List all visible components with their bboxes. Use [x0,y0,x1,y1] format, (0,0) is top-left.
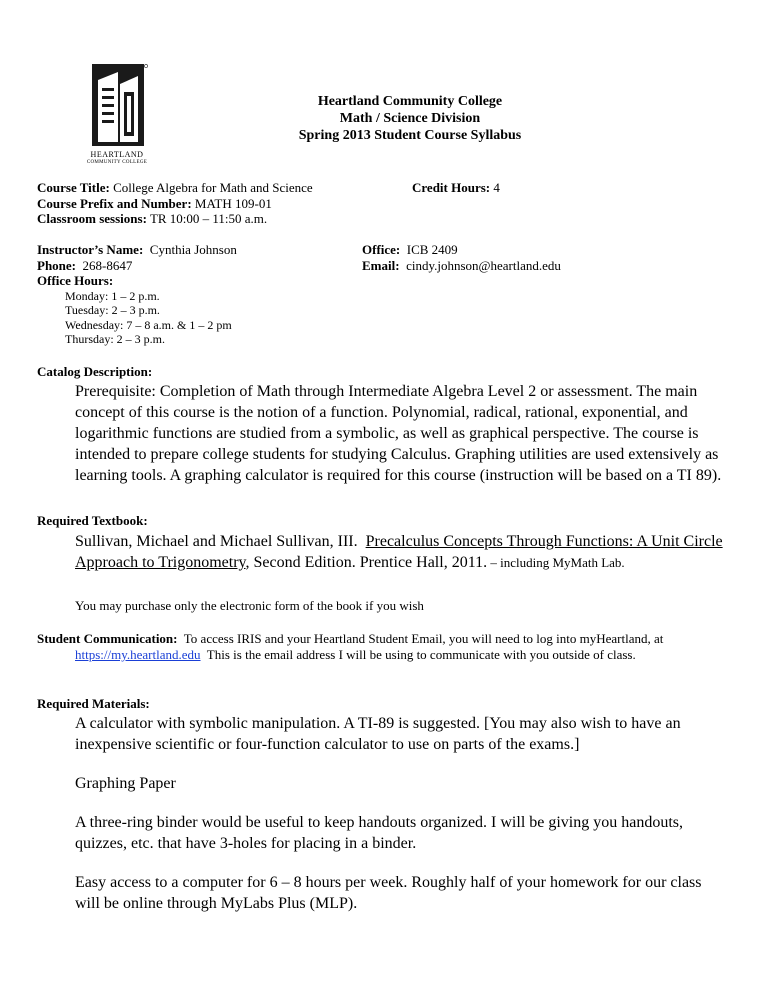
phone-value: 268-8647 [82,257,133,273]
credit-hours [412,180,500,196]
page-title [200,93,620,144]
credit-hours-label: Credit Hours: [412,180,491,195]
materials-list [75,713,730,932]
office-contact: Office: ICB 2409 Email: cindy.johnson@heartland.edu [362,242,561,273]
textbook-note: – including MyMath Lab. [487,555,625,570]
division-name: Math / Science Division [339,111,481,126]
syllabus-title: Spring 2013 Student Course Syllabus [298,128,522,143]
textbook-heading: Required Textbook: [37,513,148,528]
materials-heading: Required Materials: [37,696,150,711]
college-name: Heartland Community College [317,94,503,109]
catalog-description: Prerequisite: Completion of Math through Intermediate Algebra Level 2 or assessment. The main concept of this course is the notion of a function. Polynomial, radical, rational, exponential, and logarithmic functions are studied from a symbolic, as well as graphical perspective. The course is intended to prepare college students for studying Calculus. Graphing utilities are used extensively as learning tools. A graphing calculator is required for this course (instruction will be based on a TI 89). [75,383,722,484]
credit-hours-value: 4 [493,180,500,195]
office-hours-item: Monday: 1 – 2 p.m. [65,288,160,303]
classroom-sessions-label: Classroom sessions: [37,211,147,226]
phone-label: Phone [37,257,72,273]
textbook-electronic-note: You may purchase only the electronic form of the book if you wish [75,598,424,613]
materials-item: Easy access to a computer for 6 – 8 hours per week. Roughly half of your homework for our class will be online through MyLabs Plus (MLP). [75,874,702,912]
instructor-name-value: Cynthia Johnson [149,242,237,257]
office-hours-item: Wednesday: 7 – 8 a.m. & 1 – 2 pm [65,317,232,332]
textbook-title: Precalculus Concepts Through Functions: A Unit Circle Approach to Trigonometry [75,533,723,571]
textbook-citation [75,531,743,573]
communication-heading: Student Communication: [37,631,178,646]
logo-wordmark: HEARTLAND [90,150,144,159]
office-label: Office [362,242,396,257]
course-info [37,180,377,227]
course-title-label: Course Title: [37,180,110,195]
heartland-logo-icon [86,62,148,162]
myheartland-link[interactable]: https://my.heartland.edu [75,647,201,662]
office-hours-label: Office Hours [37,273,109,288]
catalog-heading: Catalog Description: [37,364,153,379]
course-title-value: College Algebra for Math and Science [113,180,313,195]
classroom-sessions-value: TR 10:00 – 11:50 a.m. [149,211,268,226]
course-prefix-label: Course Prefix and Number: [37,195,192,211]
materials-item: Graphing Paper [75,775,176,792]
office-hours-item: Tuesday: 2 – 3 p.m. [65,303,160,317]
office-hours-item: Thursday: 2 – 3 p.m. [65,332,165,346]
student-communication [37,631,717,663]
communication-text-2: This is the email address I will be using to communicate with you outside of class. [206,647,636,662]
textbook-edition: , Second Edition. Prentice Hall, 2011. [245,554,488,571]
logo-subtext: COMMUNITY COLLEGE [86,160,148,165]
office-value: ICB 2409 [406,242,458,257]
instructor-info: Instructor’s Name: Cynthia Johnson Phone: 268-8647 Office Hours: Monday: 1 – 2 p.m. Tuesday: 2 – 3 p.m. Wednesday: 7 – 8 a.m. & 1 – 2 pm Thursday: 2 – 3 p.m. [37,242,357,347]
communication-text-1: To access IRIS and your Heartland Student Email, you will need to log into myHeartland, at [183,631,664,646]
course-prefix-value: MATH 109-01 [194,195,272,211]
email-value: cindy.johnson@heartland.edu [406,257,561,273]
email-label: Email [362,257,396,273]
materials-item: A calculator with symbolic manipulation. A TI-89 is suggested. [You may also wish to have an inexpensive scientific or four-function calculator to use on parts of the exams.] [75,715,681,753]
instructor-name-label: Instructor’s Name [37,242,139,257]
materials-item: A three-ring binder would be useful to keep handouts organized. I will be giving you handouts, quizzes, etc. that have 3-holes for placing in a binder. [75,814,684,852]
office-hours-list [37,289,357,347]
textbook-authors: Sullivan, Michael and Michael Sullivan, III. [75,533,358,550]
